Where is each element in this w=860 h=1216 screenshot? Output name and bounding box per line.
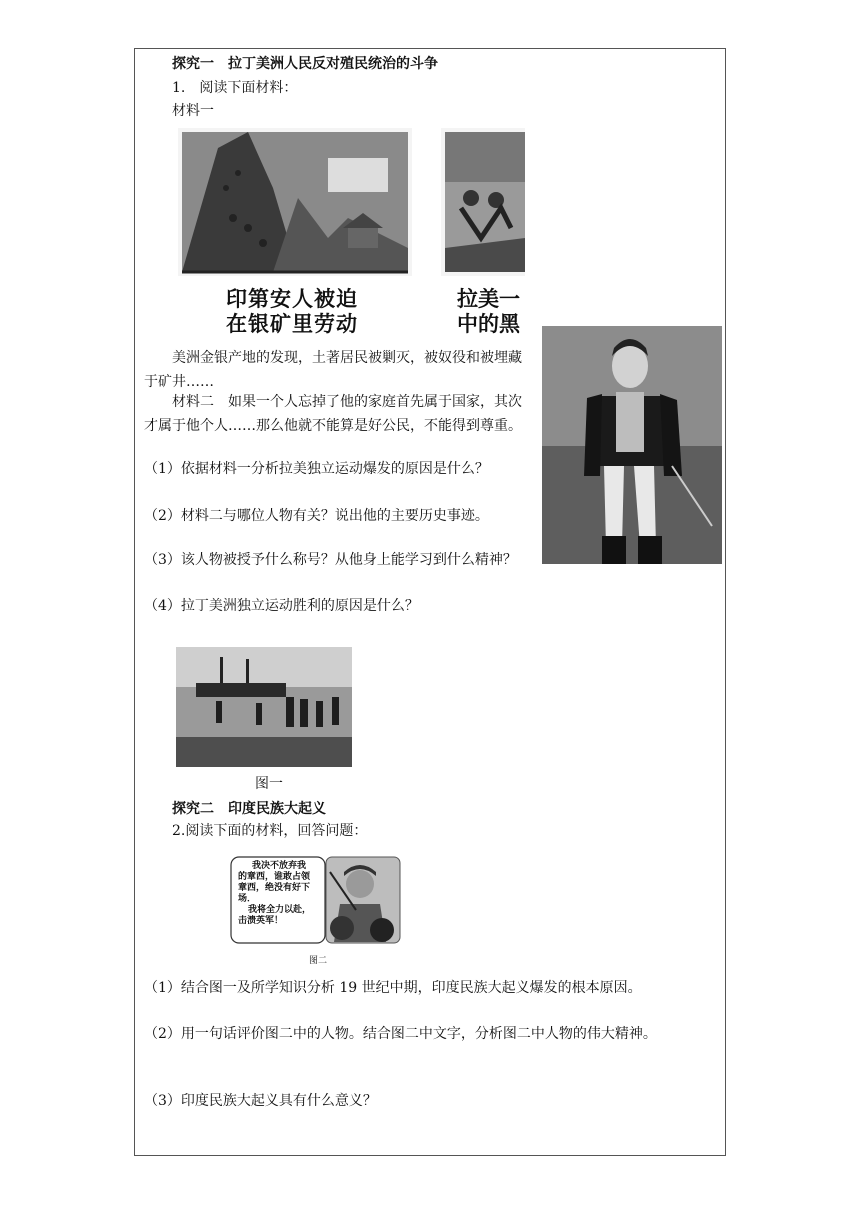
- section1-question-3: （3）该人物被授予什么称号？从他身上能学习到什么精神？: [144, 552, 517, 568]
- question2-intro: 2.阅读下面的材料，回答问题：: [172, 823, 368, 839]
- figure2-caption: 图二: [309, 956, 328, 966]
- slave-labor-engraving-image: [441, 128, 525, 276]
- speech-line-3: 章西，绝没有好下: [238, 883, 311, 893]
- speech-line-5: 我将全力以赴，: [248, 905, 312, 915]
- image2-caption-line1: 拉美一: [457, 287, 520, 311]
- section1-heading: 探究一 拉丁美洲人民反对殖民统治的斗争: [172, 56, 438, 72]
- speech-line-2: 的章西，谁敢占领: [238, 872, 311, 882]
- material1-text: 美洲金银产地的发现，土著居民被剿灭，被奴役和被埋藏于矿井……: [144, 350, 522, 390]
- section2-question-1: （1）结合图一及所学知识分析 19 世纪中期，印度民族大起义爆发的根本原因。: [144, 980, 642, 996]
- material2-text: 材料二 如果一个人忘掉了他的家庭首先属于国家，其次才属于他个人……那么他就不能算是好公民，不能得到尊重。: [144, 394, 522, 434]
- section1-question-4: （4）拉丁美洲独立运动胜利的原因是什么？: [144, 598, 419, 614]
- figure1-photo: [176, 647, 352, 767]
- section1-question-1: （1）依据材料一分析拉美独立运动爆发的原因是什么？: [144, 461, 489, 477]
- speech-line-4: 场．: [238, 894, 257, 904]
- silver-mine-engraving-image: [178, 128, 412, 276]
- image1-caption-line2: 在银矿里劳动: [226, 312, 358, 336]
- question1-intro: 1. 阅读下面材料：: [172, 80, 298, 96]
- material1-label: 材料一: [172, 103, 214, 119]
- section2-question-2: （2）用一句话评价图二中的人物。结合图二中文字，分析图二中人物的伟大精神。: [144, 1026, 657, 1042]
- image2-caption-line2: 中的黑: [457, 312, 520, 336]
- bolivar-portrait-image: [542, 326, 722, 564]
- speech-line-6: 击溃英军！: [238, 916, 284, 926]
- section2-heading: 探究二 印度民族大起义: [172, 801, 326, 817]
- section2-question-3: （3）印度民族大起义具有什么意义？: [144, 1093, 377, 1109]
- speech-line-1: 我决不放弃我: [252, 861, 307, 871]
- image1-caption-line1: 印第安人被迫: [226, 287, 358, 311]
- section1-question-2: （2）材料二与哪位人物有关？说出他的主要历史事迹。: [144, 508, 489, 524]
- figure1-caption: 图一: [255, 776, 283, 792]
